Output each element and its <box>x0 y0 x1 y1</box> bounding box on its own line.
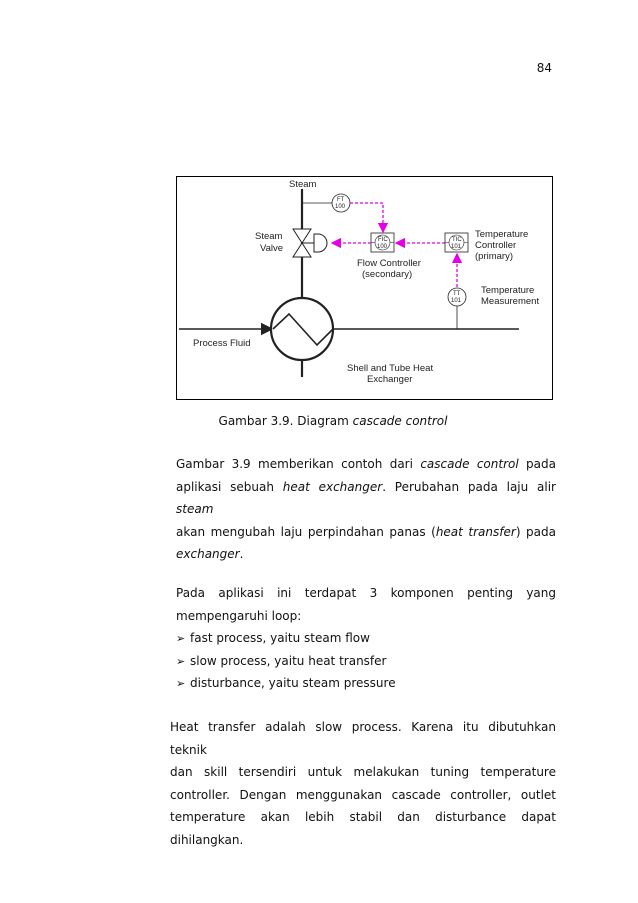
steam-label: Steam <box>289 179 317 190</box>
p1-line-2: aplikasi sebuah heat exchanger. Perubahan pada laju alir steam <box>176 479 556 516</box>
svg-text:Valve: Valve <box>260 243 284 254</box>
p3-line-3: controller. Dengan menggunakan cascade controller, outlet <box>170 787 556 802</box>
svg-text:Temperature: Temperature <box>481 285 535 296</box>
heat-exchanger-icon <box>271 298 333 377</box>
svg-text:TIC: TIC <box>452 237 462 243</box>
svg-text:Flow Controller: Flow Controller <box>357 258 421 269</box>
svg-text:Steam: Steam <box>255 231 283 242</box>
p2-line-1: Pada aplikasi ini terdapat 3 komponen penting yang <box>176 586 556 600</box>
paragraph-3 <box>170 716 556 851</box>
page-number: 84 <box>536 61 552 75</box>
arrow-bullet-icon: ➢ <box>176 677 186 690</box>
p3-line-2: dan skill tersendiri untuk melakukan tuning temperature <box>170 765 556 779</box>
p3-line-1: Heat transfer adalah slow process. Karena itu dibutuhkan teknik <box>170 720 556 757</box>
component-list <box>176 627 556 695</box>
p2-line-2: mempengaruhi loop: <box>176 608 302 623</box>
svg-text:(primary): (primary) <box>475 251 513 262</box>
svg-text:100: 100 <box>377 244 388 250</box>
svg-text:FT: FT <box>337 197 345 203</box>
svg-text:Process Fluid: Process Fluid <box>193 338 251 349</box>
p1-line-1: Gambar 3.9 memberikan contoh dari cascade control pada <box>176 457 556 471</box>
steam-valve-icon <box>293 229 327 257</box>
cascade-control-diagram <box>176 176 553 400</box>
svg-text:Measurement: Measurement <box>481 296 540 307</box>
ft-signal-line <box>350 203 383 232</box>
paragraph-2 <box>176 582 556 695</box>
list-item: ➢ slow process, yaitu heat transfer <box>176 650 556 673</box>
paragraph-1 <box>176 453 556 566</box>
svg-text:Temperature: Temperature <box>475 229 529 240</box>
arrow-bullet-icon: ➢ <box>176 632 186 645</box>
list-item: ➢ disturbance, yaitu steam pressure <box>176 672 556 695</box>
p1-line-3: akan mengubah laju perpindahan panas (heat transfer) pada <box>176 524 556 539</box>
p3-line-4: temperature akan lebih stabil dan disturbance dapat dihilangkan. <box>170 810 556 847</box>
svg-text:TT: TT <box>453 291 461 297</box>
svg-text:Exchanger: Exchanger <box>367 374 413 385</box>
svg-text:101: 101 <box>451 298 462 304</box>
p1-line-4: exchanger. <box>176 547 244 561</box>
svg-text:(secondary): (secondary) <box>362 269 413 280</box>
list-item: ➢ fast process, yaitu steam flow <box>176 627 556 650</box>
svg-text:Controller: Controller <box>475 240 517 251</box>
svg-text:Shell and Tube Heat: Shell and Tube Heat <box>347 363 434 374</box>
svg-text:FIC: FIC <box>378 237 388 243</box>
arrow-bullet-icon: ➢ <box>176 654 186 668</box>
figure-caption: Gambar 3.9. Diagram cascade control <box>218 414 448 428</box>
svg-text:100: 100 <box>335 204 346 210</box>
svg-text:101: 101 <box>451 244 462 250</box>
